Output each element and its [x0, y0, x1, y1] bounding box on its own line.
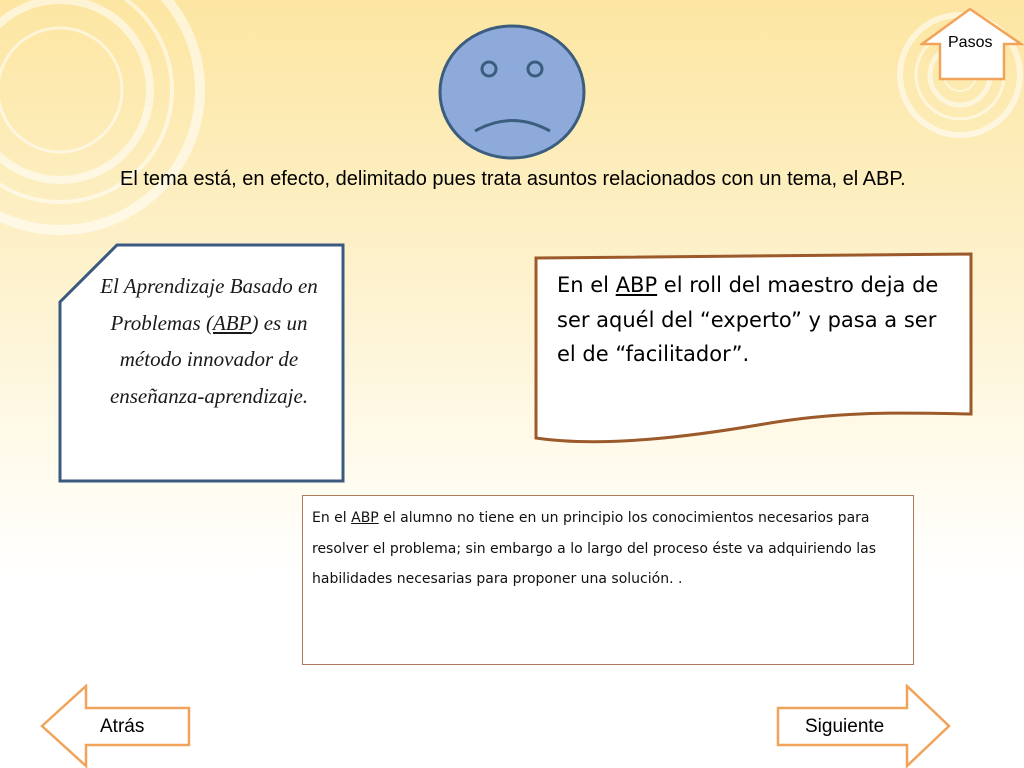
intro-text: El tema está, en efecto, delimitado pues trata asuntos relacionados con un tema, el ABP.	[120, 168, 906, 190]
back-button[interactable]	[40, 684, 192, 768]
definition-text-end: ) es un método innovador de enseñanza-aprendizaje.	[109, 310, 309, 408]
next-button-label: Siguiente	[805, 716, 885, 737]
teacher-note-end: el roll del maestro deja de ser aquél del “experto” y pasa a ser el de “facilitador”.	[557, 273, 939, 366]
definition-text	[78, 268, 340, 414]
teacher-note-abbr: ABP	[615, 273, 658, 297]
teacher-note-start: En el	[557, 273, 616, 297]
student-note-abbr: ABP	[351, 510, 379, 526]
steps-button[interactable]	[920, 6, 1024, 82]
back-button-label: Atrás	[100, 716, 145, 737]
student-note-end: el alumno no tiene en un principio los conocimientos necesarios para resolver el problema; sin embargo a lo largo del proceso éste va adquiriendo las habilidades necesarias para proponer una solución. .	[312, 510, 877, 587]
definition-text-start: El Aprendizaje Basado en Problemas (	[100, 274, 318, 335]
student-note-start: En el	[312, 510, 352, 526]
sad-face-icon	[437, 24, 587, 160]
steps-button-label: Pasos	[948, 34, 993, 51]
definition-abbr: ABP	[212, 310, 252, 335]
teacher-note-text	[557, 268, 957, 372]
next-button[interactable]	[776, 684, 952, 768]
student-note-text	[312, 503, 907, 595]
